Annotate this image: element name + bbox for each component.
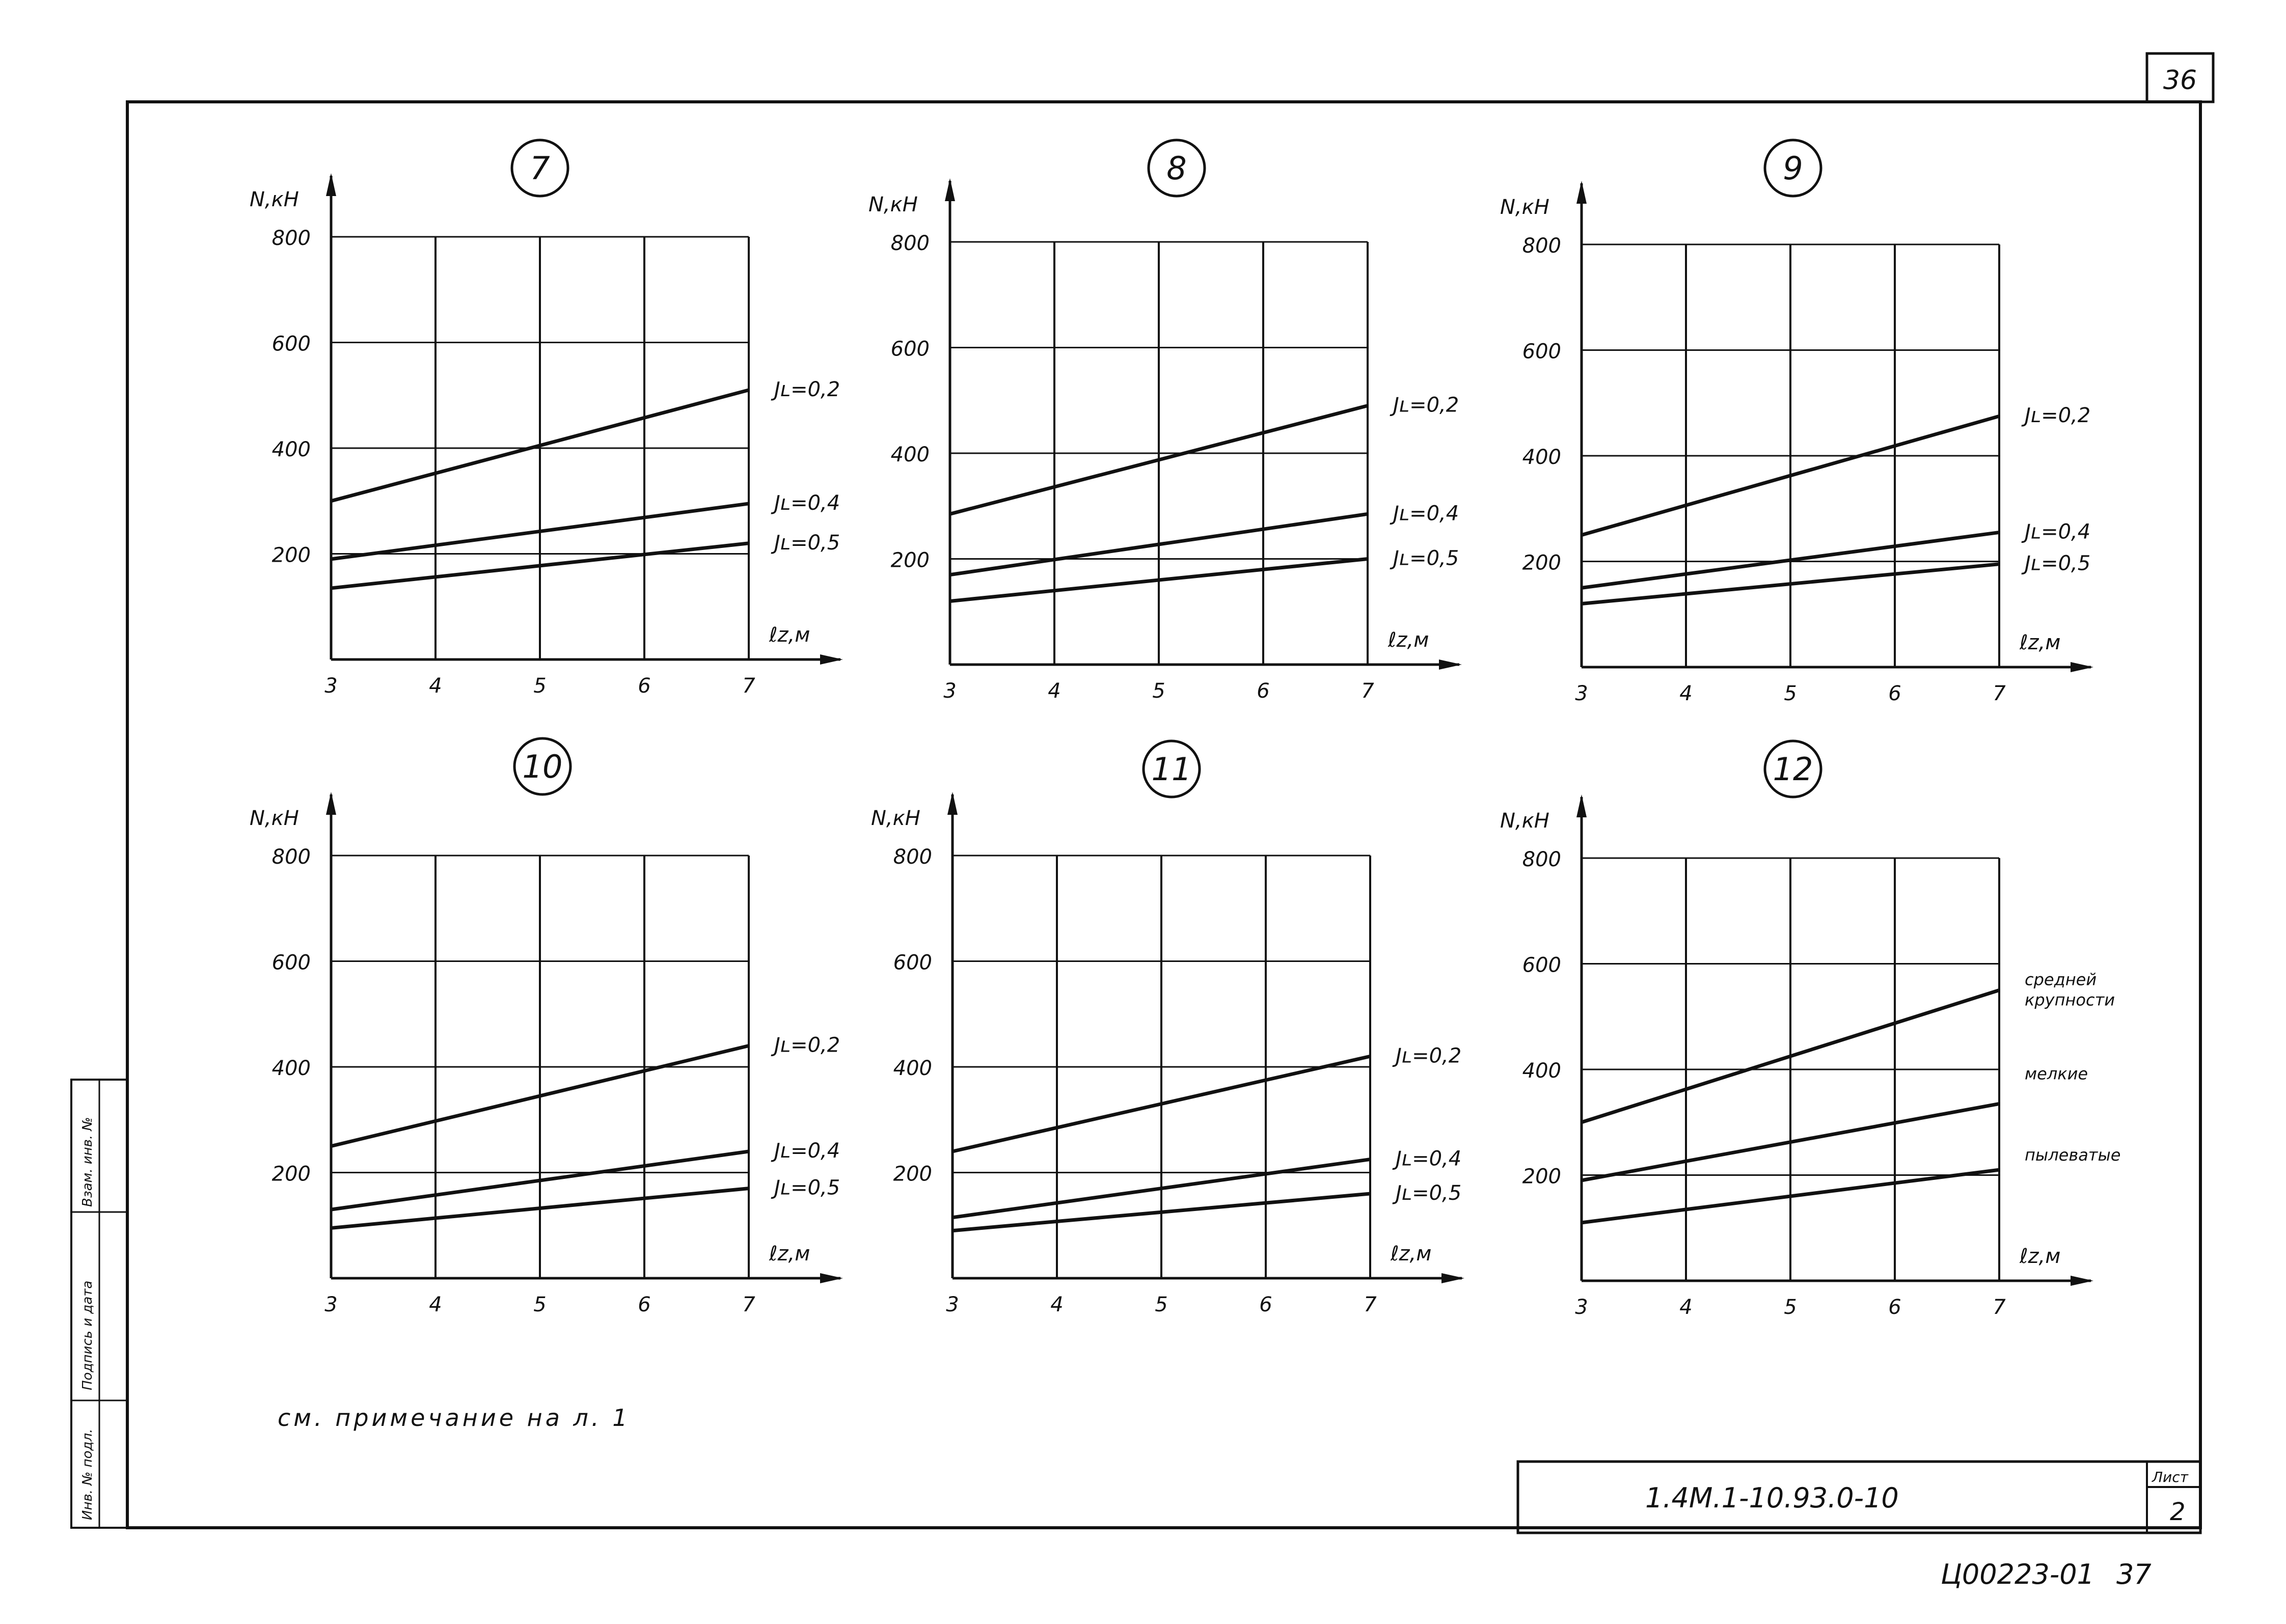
x-axis-arrow (2071, 662, 2093, 672)
side-stamp-label-2: Подпись и дата (80, 1280, 95, 1390)
y-axis-label: N,кН (871, 807, 920, 830)
y-axis-arrow (1576, 794, 1587, 817)
series-label: пылеватые (2025, 1145, 2121, 1165)
y-axis-arrow (947, 792, 958, 815)
y-tick-label: 800 (1522, 234, 1561, 258)
y-tick-label: 600 (271, 951, 311, 975)
sheet-label: Лист (2152, 1469, 2188, 1485)
y-axis-label: N,кН (250, 807, 299, 830)
x-tick-label: 6 (638, 1293, 651, 1316)
x-tick-label: 4 (1050, 1293, 1064, 1316)
x-axis-label: ℓz,м (769, 1242, 810, 1265)
series-label: Jʟ=0,2 (1396, 1044, 1462, 1068)
x-tick-label: 6 (638, 674, 651, 698)
x-axis-arrow (1439, 659, 1462, 670)
x-tick-label: 5 (1784, 682, 1797, 705)
x-tick-label: 5 (533, 1293, 547, 1316)
x-tick-label: 5 (1155, 1293, 1168, 1316)
y-tick-label: 400 (890, 443, 930, 466)
x-tick-label: 7 (1364, 1293, 1377, 1316)
side-stamp (71, 1080, 127, 1528)
series-label: крупности (2025, 990, 2115, 1010)
chart-12 (1500, 741, 2120, 1319)
y-tick-label: 400 (1522, 1059, 1561, 1083)
x-tick-label: 5 (533, 674, 547, 698)
x-axis-arrow (820, 1273, 843, 1283)
chart-10 (250, 738, 843, 1316)
series-label: Jʟ=0,5 (1396, 1181, 1462, 1205)
x-tick-label: 3 (946, 1293, 959, 1316)
footnote: см. примечание на л. 1 (278, 1404, 631, 1432)
archive-number: 37 (2116, 1558, 2152, 1590)
y-tick-label: 600 (1522, 953, 1561, 977)
sheet-number: 2 (2170, 1498, 2186, 1526)
x-axis-arrow (820, 654, 843, 665)
y-axis-arrow (945, 178, 955, 201)
y-tick-label: 600 (893, 951, 932, 975)
x-axis-label: ℓz,м (769, 623, 810, 647)
x-tick-label: 4 (429, 674, 442, 698)
series-label: Jʟ=0,5 (774, 1176, 840, 1200)
x-tick-label: 3 (324, 1293, 338, 1316)
series-label: средней (2025, 970, 2097, 989)
chart-number: 11 (1151, 751, 1192, 788)
x-tick-label: 4 (429, 1293, 442, 1316)
x-axis-label: ℓz,м (1388, 628, 1429, 652)
x-tick-label: 7 (742, 674, 755, 698)
y-tick-label: 800 (271, 227, 311, 250)
y-tick-label: 600 (271, 332, 311, 356)
side-stamp-label-3: Взам. инв. № (80, 1117, 95, 1207)
series-label: Jʟ=0,2 (774, 1033, 840, 1057)
x-tick-label: 7 (1993, 1296, 2006, 1319)
x-axis-label: ℓz,м (2020, 1245, 2061, 1268)
y-tick-label: 200 (890, 548, 930, 572)
y-axis-arrow (326, 792, 336, 815)
x-tick-label: 4 (1048, 679, 1061, 703)
chart-number: 9 (1783, 150, 1803, 187)
series-label: Jʟ=0,2 (774, 377, 840, 401)
chart-11 (871, 741, 1464, 1316)
x-tick-label: 6 (1888, 682, 1901, 705)
x-tick-label: 3 (324, 674, 338, 698)
chart-number: 8 (1166, 150, 1187, 187)
x-tick-label: 7 (742, 1293, 755, 1316)
x-tick-label: 4 (1679, 1296, 1693, 1319)
side-stamp-label-1: Инв. № подл. (80, 1428, 95, 1520)
x-axis-label: ℓz,м (2020, 631, 2061, 654)
document-code: 1.4М.1-10.93.0-10 (1645, 1482, 1899, 1514)
y-tick-label: 800 (893, 845, 932, 869)
y-tick-label: 800 (1522, 848, 1561, 871)
x-tick-label: 6 (1888, 1296, 1901, 1319)
series-label: Jʟ=0,5 (2025, 552, 2091, 575)
y-tick-label: 200 (1522, 551, 1561, 575)
y-axis-label: N,кН (868, 193, 918, 216)
y-tick-label: 200 (271, 543, 311, 567)
y-tick-label: 800 (890, 232, 930, 255)
y-tick-label: 400 (1522, 446, 1561, 469)
series-label: Jʟ=0,2 (1393, 393, 1459, 417)
y-axis-label: N,кН (250, 188, 299, 211)
x-tick-label: 3 (1575, 682, 1588, 705)
x-tick-label: 7 (1993, 682, 2006, 705)
y-tick-label: 400 (893, 1057, 932, 1080)
archive-code: Ц00223-01 (1941, 1558, 2094, 1590)
chart-number: 10 (522, 748, 563, 785)
y-axis-arrow (326, 173, 336, 196)
chart-number: 7 (530, 150, 550, 187)
x-tick-label: 4 (1679, 682, 1693, 705)
series-label: Jʟ=0,4 (1396, 1147, 1462, 1171)
y-tick-label: 600 (1522, 340, 1561, 364)
x-tick-label: 3 (1575, 1296, 1588, 1319)
y-tick-label: 400 (271, 438, 311, 461)
x-axis-label: ℓz,м (1391, 1242, 1432, 1265)
x-tick-label: 3 (943, 679, 957, 703)
x-tick-label: 5 (1784, 1296, 1797, 1319)
y-tick-label: 200 (893, 1162, 932, 1186)
series-label: Jʟ=0,5 (1393, 546, 1459, 570)
page-number: 36 (2163, 65, 2197, 96)
y-tick-label: 400 (271, 1057, 311, 1080)
y-tick-label: 200 (1522, 1165, 1561, 1189)
series-label: Jʟ=0,2 (2025, 404, 2091, 428)
x-tick-label: 6 (1257, 679, 1270, 703)
series-label: Jʟ=0,5 (774, 531, 840, 555)
y-axis-label: N,кН (1500, 809, 1549, 833)
series-label: Jʟ=0,4 (2025, 520, 2091, 544)
chart-9 (1500, 140, 2093, 705)
series-label: мелкие (2025, 1064, 2088, 1084)
series-label: Jʟ=0,4 (1393, 502, 1459, 526)
series-label: Jʟ=0,4 (774, 491, 840, 515)
y-tick-label: 200 (271, 1162, 311, 1186)
x-tick-label: 6 (1259, 1293, 1272, 1316)
x-axis-arrow (2071, 1276, 2093, 1286)
charts-group (250, 140, 2120, 1319)
x-tick-label: 5 (1152, 679, 1165, 703)
y-axis-label: N,кН (1500, 196, 1549, 219)
x-tick-label: 7 (1361, 679, 1374, 703)
chart-number: 12 (1773, 751, 1813, 788)
chart-7 (250, 140, 843, 698)
chart-8 (868, 140, 1462, 703)
x-axis-arrow (1441, 1273, 1464, 1283)
series-label: Jʟ=0,4 (774, 1139, 840, 1163)
y-tick-label: 800 (271, 845, 311, 869)
y-axis-arrow (1576, 181, 1587, 204)
title-block (1518, 1462, 2200, 1533)
y-tick-label: 600 (890, 337, 930, 361)
